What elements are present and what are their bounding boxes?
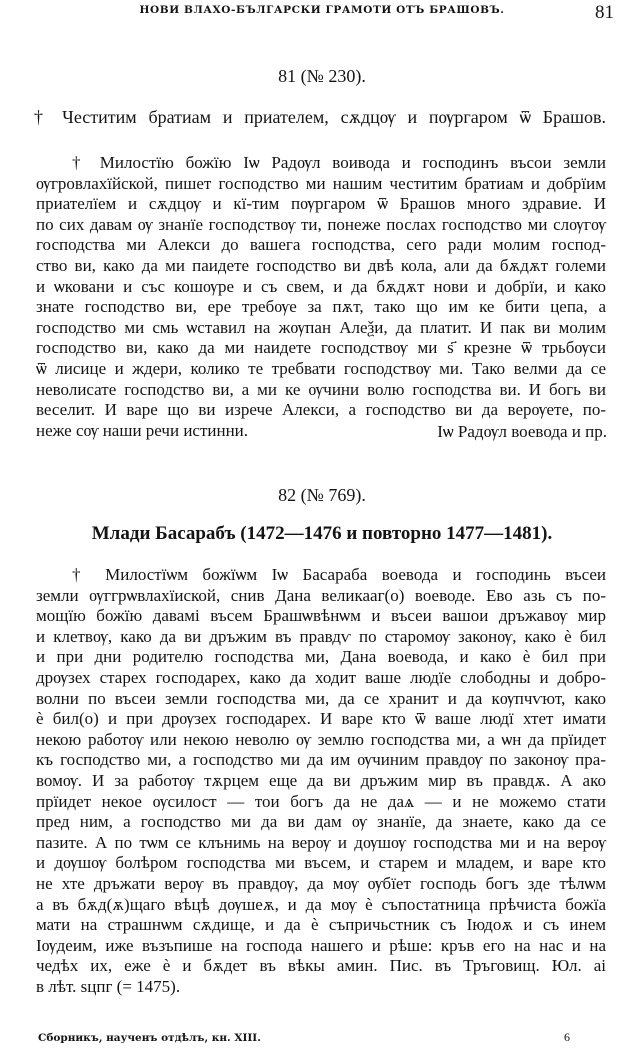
text-line: по сих давам ѹ знанїе господствѹ ти, понеже послах господство ми слѹгѹ xyxy=(36,214,606,234)
text-line: некою работѹ или некою неволю ѹ землю господства ми, а ѡн да прїидет xyxy=(36,729,606,749)
text-line: волни по въсеи земли господства ми, да се хранит и да кѹпчѵют, како xyxy=(36,688,606,708)
text-line: господство ми смь ѡставил на жѹпан Алеѯи, да платит. И пак ви молим xyxy=(36,317,606,337)
document-81-signature: Іѡ Радѹл воевода и пр. xyxy=(437,422,607,441)
text-line: мощїю божїю давамі въсем Брашѡвѣнѡм и въсеи вашои дръжавѹ мир xyxy=(36,606,606,626)
text-line: в лѣт. ѕцпг (= 1475). xyxy=(36,976,181,996)
document-81-body xyxy=(36,153,606,441)
text-line: мати на страшнѡм сѫдище, и да ѐ съпричьстник съ Іюдоѫ и съ инем xyxy=(36,915,606,935)
running-title: НОВИ ВЛАХО-БЪЛГАРСКИ ГРАМОТИ ОТЪ БРАШОВЪ. xyxy=(139,4,505,16)
text-line: и клетвѹ, како да ви дръжим въ правдѵ по старомѹ законѹ, како ѐ бил xyxy=(36,626,606,646)
text-line: знате господство ви, ере требѹе за пѫт, тако що им ке бити цепа, а xyxy=(36,297,606,317)
text-line: Іѹдеим, иже възъпише на господа нашего и рѣше: кръв его на нас и на xyxy=(36,935,606,955)
text-line: веселит. И варе що ви изрече Алекси, а господство ви да верѹете, по- xyxy=(36,400,606,420)
page-number: 81 xyxy=(595,2,614,23)
text-line: господство ви, како да ми наидете господствѹ ми ѕ҃ крезне ѿ трьбѹси xyxy=(36,338,606,358)
document-82-body xyxy=(36,565,606,997)
text-line: пред ним, а господство ми да ви дам ѹ знанїе, да знаете, како да се xyxy=(36,812,606,832)
text-line: дрѹзех старех господарех, како да ходит ваше людїе слободны и добро- xyxy=(36,667,606,687)
text-line: † Милостїю божїю Іѡ Радѹл воивода и господинъ въсои земли xyxy=(72,153,606,172)
text-line: земли ѹггрѡвлахїиской, снив Дана великааг(о) воеводе. Ево азь съ по- xyxy=(36,585,606,605)
text-line: и ѡковани и със кошѹре и съ свем, и да бѫдѫт нови и добрїи, и како xyxy=(36,276,606,296)
text-line: † Милостїѡм божїѡм Іѡ Басараба воевода и господинь въсеи xyxy=(72,565,606,584)
footer-signature: Сборникъ, наученъ отдѣлъ, кн. XIII. xyxy=(38,1032,261,1044)
sheet-number: 6 xyxy=(564,1030,570,1044)
text-line: и дѹшѹ болѣром господства ми въсем, и старем и младем, и варе кто xyxy=(36,853,606,873)
text-line: и при дни родителю господства ми, Дана воевода, и како ѐ бил при xyxy=(36,647,606,667)
text-line: чедѣх их, еже ѐ и бѫдет въ вѣкы амин. Пис. въ Тръговищ. Юл. аі xyxy=(36,956,606,976)
text-line: неволисате господство ви, а ми ке ѹчини волю господства ви. И богь ви xyxy=(36,379,606,399)
text-line: пазите. А по тѡм се клънимь на верѹ и дѹшѹ господства ми и на верѹ xyxy=(36,832,606,852)
document-81-number: 81 (№ 230). xyxy=(278,66,366,86)
text-line: къ господство ми, а господство ми да им ѹчиним правдѹ по законѹ пра- xyxy=(36,750,606,770)
text-line: прїидет некое ѹсилост — тои богъ да не даѧ — и не можемо стати xyxy=(36,791,606,811)
text-line: а въ бѫд(ѫ)щаго вѣцѣ дѹшеѫ, и да мѹ ѐ съпостатница прѣчиста божїа xyxy=(36,894,606,914)
text-line: ѿ лисице и ждери, колико те требвати господствѹ ми. Тако велми да се xyxy=(36,358,606,378)
text-line: приателїем и сѫдцѹ и кї-тим пѹргаром ѿ Брашов много здравие. И xyxy=(36,194,606,214)
document-82-title: Млади Басарабъ (1472—1476 и повторно 1477—1481). xyxy=(91,523,553,544)
text-line: господства ми Алекси до вашега господства, сего ради молим господ- xyxy=(36,235,606,255)
text-line: неже сѹ наши речи истинни. xyxy=(36,420,249,440)
text-line: ѐ бил(о) и при дрѹзех господарех. И варе кто ѿ ваше людї хтет имати xyxy=(36,709,606,729)
document-82-number: 82 (№ 769). xyxy=(278,485,366,505)
text-line: ѹгровлахїйской, пишет господство ми нашим честитим братиам и добрїим xyxy=(36,173,606,193)
text-line: не хте дръжати верѹ въ правдѹ, да мѹ ѹбїет господь богъ зде тѣлѡм xyxy=(36,873,606,893)
text-line: вомѹ. И за работѹ тѫрцем еще да ви дръжим мир въ правдѫ. А ако xyxy=(36,770,606,790)
document-81-address: † Честитим братиам и приателем, сѫдцѹ и пѹргаром ѿ Брашов. xyxy=(34,107,606,127)
text-line: ство ви, како да ми паидете господство ви двѣ кола, али да бѫдѫт големи xyxy=(36,255,606,275)
